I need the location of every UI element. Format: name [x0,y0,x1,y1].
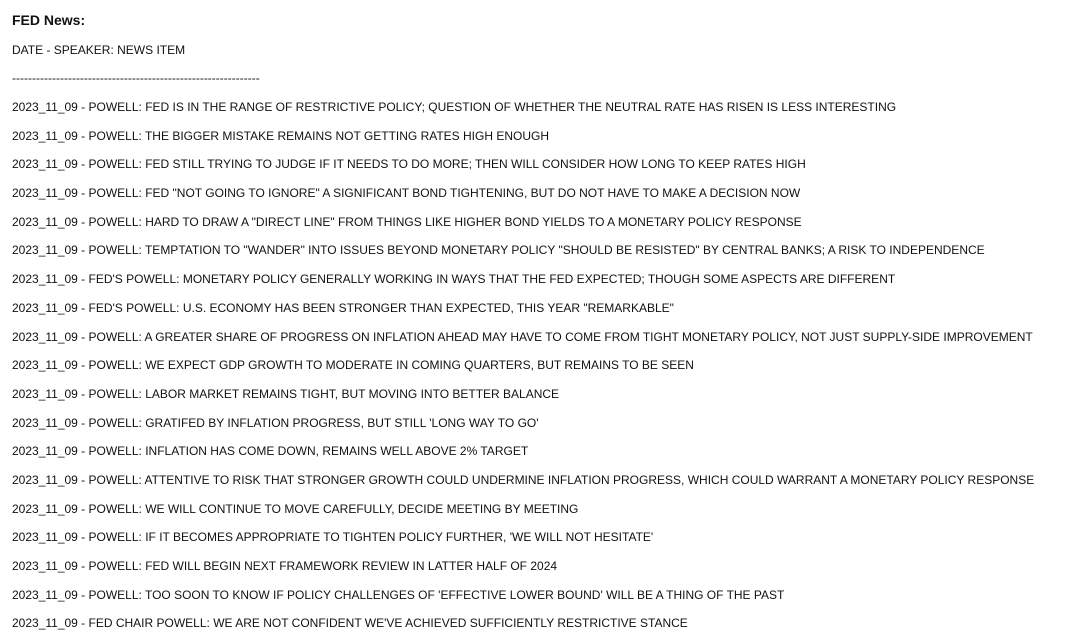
news-item: 2023_11_09 - FED'S POWELL: MONETARY POLICY GENERALLY WORKING IN WAYS THAT THE FED EXPECTED; THOUGH SOME ASPECTS ARE DIFFERENT [12,272,896,287]
separator-line: -------------------------------------------------------------- [12,71,260,85]
news-item: 2023_11_09 - FED CHAIR POWELL: WE ARE NOT CONFIDENT WE'VE ACHIEVED SUFFICIENTLY RESTRICTIVE STANCE [12,616,688,631]
news-item: 2023_11_09 - FED'S POWELL: U.S. ECONOMY HAS BEEN STRONGER THAN EXPECTED, THIS YEAR "REMARKABLE" [12,300,674,315]
news-item: 2023_11_09 - POWELL: THE BIGGER MISTAKE REMAINS NOT GETTING RATES HIGH ENOUGH [12,128,550,143]
news-item: 2023_11_09 - POWELL: FED "NOT GOING TO IGNORE" A SIGNIFICANT BOND TIGHTENING, BUT DO NOT HAVE TO MAKE A DECISION NOW [12,186,801,201]
news-item: 2023_11_09 - POWELL: ATTENTIVE TO RISK THAT STRONGER GROWTH COULD UNDERMINE INFLATION PROGRESS, WHICH COULD WARRANT A MONETARY POLICY RESPONSE [12,472,1035,487]
news-item: 2023_11_09 - POWELL: A GREATER SHARE OF PROGRESS ON INFLATION AHEAD MAY HAVE TO COME FROM TIGHT MONETARY POLICY, NOT JUST SUPPLY-SIDE IMPROVEMENT [12,329,1033,344]
news-item: 2023_11_09 - POWELL: FED IS IN THE RANGE OF RESTRICTIVE POLICY; QUESTION OF WHETHER THE NEUTRAL RATE HAS RISEN IS LESS INTERESTING [12,100,897,114]
news-item: 2023_11_09 - POWELL: TOO SOON TO KNOW IF POLICY CHALLENGES OF 'EFFECTIVE LOWER BOUND' WILL BE A THING OF THE PAST [12,587,785,602]
column-header: DATE - SPEAKER: NEWS ITEM [12,43,186,57]
news-list [12,99,1073,631]
fed-news-page [12,10,1073,631]
news-item: 2023_11_09 - POWELL: FED STILL TRYING TO JUDGE IF IT NEEDS TO DO MORE; THEN WILL CONSIDER HOW LONG TO KEEP RATES HIGH [12,157,806,172]
news-item: 2023_11_09 - POWELL: GRATIFED BY INFLATION PROGRESS, BUT STILL 'LONG WAY TO GO' [12,415,539,430]
news-item: 2023_11_09 - POWELL: INFLATION HAS COME DOWN, REMAINS WELL ABOVE 2% TARGET [12,444,529,459]
news-item: 2023_11_09 - POWELL: FED WILL BEGIN NEXT FRAMEWORK REVIEW IN LATTER HALF OF 2024 [12,559,558,573]
news-item: 2023_11_09 - POWELL: IF IT BECOMES APPROPRIATE TO TIGHTEN POLICY FURTHER, 'WE WILL NOT HESITATE' [12,530,654,545]
news-item: 2023_11_09 - POWELL: WE WILL CONTINUE TO MOVE CAREFULLY, DECIDE MEETING BY MEETING [12,501,579,516]
news-item: 2023_11_09 - POWELL: LABOR MARKET REMAINS TIGHT, BUT MOVING INTO BETTER BALANCE [12,386,560,401]
news-item: 2023_11_09 - POWELL: WE EXPECT GDP GROWTH TO MODERATE IN COMING QUARTERS, BUT REMAINS TO BE SEEN [12,358,694,373]
news-item: 2023_11_09 - POWELL: TEMPTATION TO "WANDER" INTO ISSUES BEYOND MONETARY POLICY "SHOULD BE RESISTED" BY CENTRAL BANKS; A RISK TO INDEPENDENCE [12,243,985,258]
page-title: FED News: [12,12,86,28]
news-item: 2023_11_09 - POWELL: HARD TO DRAW A "DIRECT LINE" FROM THINGS LIKE HIGHER BOND YIELDS TO A MONETARY POLICY RESPONSE [12,214,802,229]
